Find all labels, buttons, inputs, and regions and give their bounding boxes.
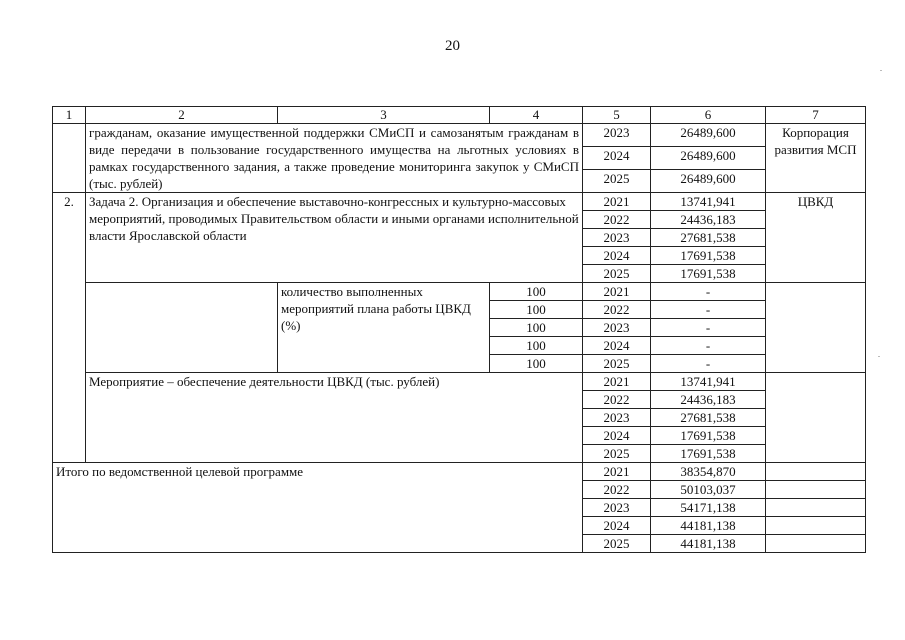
amount-cell: 44181,138 [651,535,766,553]
year-cell: 2022 [583,391,651,409]
year-cell: 2023 [583,124,651,147]
amount-cell: 38354,870 [651,463,766,481]
header-cell: 7 [766,107,866,124]
year-cell: 2023 [583,229,651,247]
indicator-value: 100 [490,301,583,319]
year-cell: 2023 [583,499,651,517]
header-cell: 1 [53,107,86,124]
year-cell: 2025 [583,170,651,193]
table-row [53,463,866,481]
amount-cell: 13741,941 [651,373,766,391]
year-cell: 2023 [583,409,651,427]
year-cell: 2025 [583,535,651,553]
scan-speck [878,356,880,357]
amount-cell: 26489,600 [651,147,766,170]
header-cell: 4 [490,107,583,124]
year-cell: 2025 [583,445,651,463]
task-number: 2. [53,193,86,463]
amount-cell: - [651,355,766,373]
indicator-value: 100 [490,283,583,301]
number-cell [53,124,86,193]
empty-cell [766,517,866,535]
header-cell: 6 [651,107,766,124]
empty-cell [766,463,866,481]
year-cell: 2024 [583,247,651,265]
amount-cell: 17691,538 [651,247,766,265]
empty-cell [766,283,866,373]
header-cell: 5 [583,107,651,124]
year-cell: 2024 [583,337,651,355]
empty-cell [766,481,866,499]
year-cell: 2023 [583,319,651,337]
table-row [53,193,866,211]
empty-cell [86,283,278,373]
executor-cell: Корпорация развития МСП [766,124,866,193]
year-cell: 2022 [583,481,651,499]
continuation-text: гражданам, оказание имущественной поддержки СМиСП и самозанятым гражданам в виде передачи в пользование государственного имущества на льготных условиях в рамках государственного задания, а также проведение мониторинга закупок у СМиСП (тыс. рублей) [86,124,583,193]
year-cell: 2021 [583,373,651,391]
scan-speck [880,70,882,71]
indicator-value: 100 [490,355,583,373]
amount-cell: - [651,319,766,337]
activity-text: Мероприятие – обеспечение деятельности ЦВКД (тыс. рублей) [86,373,583,463]
header-row [53,107,866,124]
year-cell: 2022 [583,211,651,229]
amount-cell: 44181,138 [651,517,766,535]
amount-cell: 26489,600 [651,170,766,193]
executor-cell: ЦВКД [766,193,866,283]
table-row [53,124,866,147]
indicator-name: количество выполненных мероприятий плана работы ЦВКД (%) [278,283,490,373]
amount-cell: 54171,138 [651,499,766,517]
indicator-value: 100 [490,337,583,355]
amount-cell: 17691,538 [651,265,766,283]
year-cell: 2021 [583,193,651,211]
amount-cell: 17691,538 [651,445,766,463]
header-cell: 3 [278,107,490,124]
amount-cell: 27681,538 [651,409,766,427]
year-cell: 2024 [583,517,651,535]
amount-cell: 24436,183 [651,391,766,409]
header-cell: 2 [86,107,278,124]
year-cell: 2021 [583,463,651,481]
amount-cell: 27681,538 [651,229,766,247]
program-table [52,106,866,553]
empty-cell [766,373,866,463]
amount-cell: 17691,538 [651,427,766,445]
amount-cell: 13741,941 [651,193,766,211]
task-text: Задача 2. Организация и обеспечение выставочно-конгрессных и культурно-массовых мероприятий, проводимых Правительством области и иными органами исполнительной власти Ярославской области [86,193,583,283]
year-cell: 2021 [583,283,651,301]
empty-cell [766,499,866,517]
indicator-value: 100 [490,319,583,337]
amount-cell: 24436,183 [651,211,766,229]
year-cell: 2025 [583,265,651,283]
amount-cell: - [651,337,766,355]
amount-cell: 50103,037 [651,481,766,499]
empty-cell [766,535,866,553]
table-row [53,373,866,391]
year-cell: 2024 [583,427,651,445]
year-cell: 2024 [583,147,651,170]
page-number: 20 [445,38,460,54]
amount-cell: - [651,301,766,319]
total-text: Итого по ведомственной целевой программе [53,463,583,553]
year-cell: 2022 [583,301,651,319]
amount-cell: - [651,283,766,301]
year-cell: 2025 [583,355,651,373]
amount-cell: 26489,600 [651,124,766,147]
table-row [53,283,866,301]
